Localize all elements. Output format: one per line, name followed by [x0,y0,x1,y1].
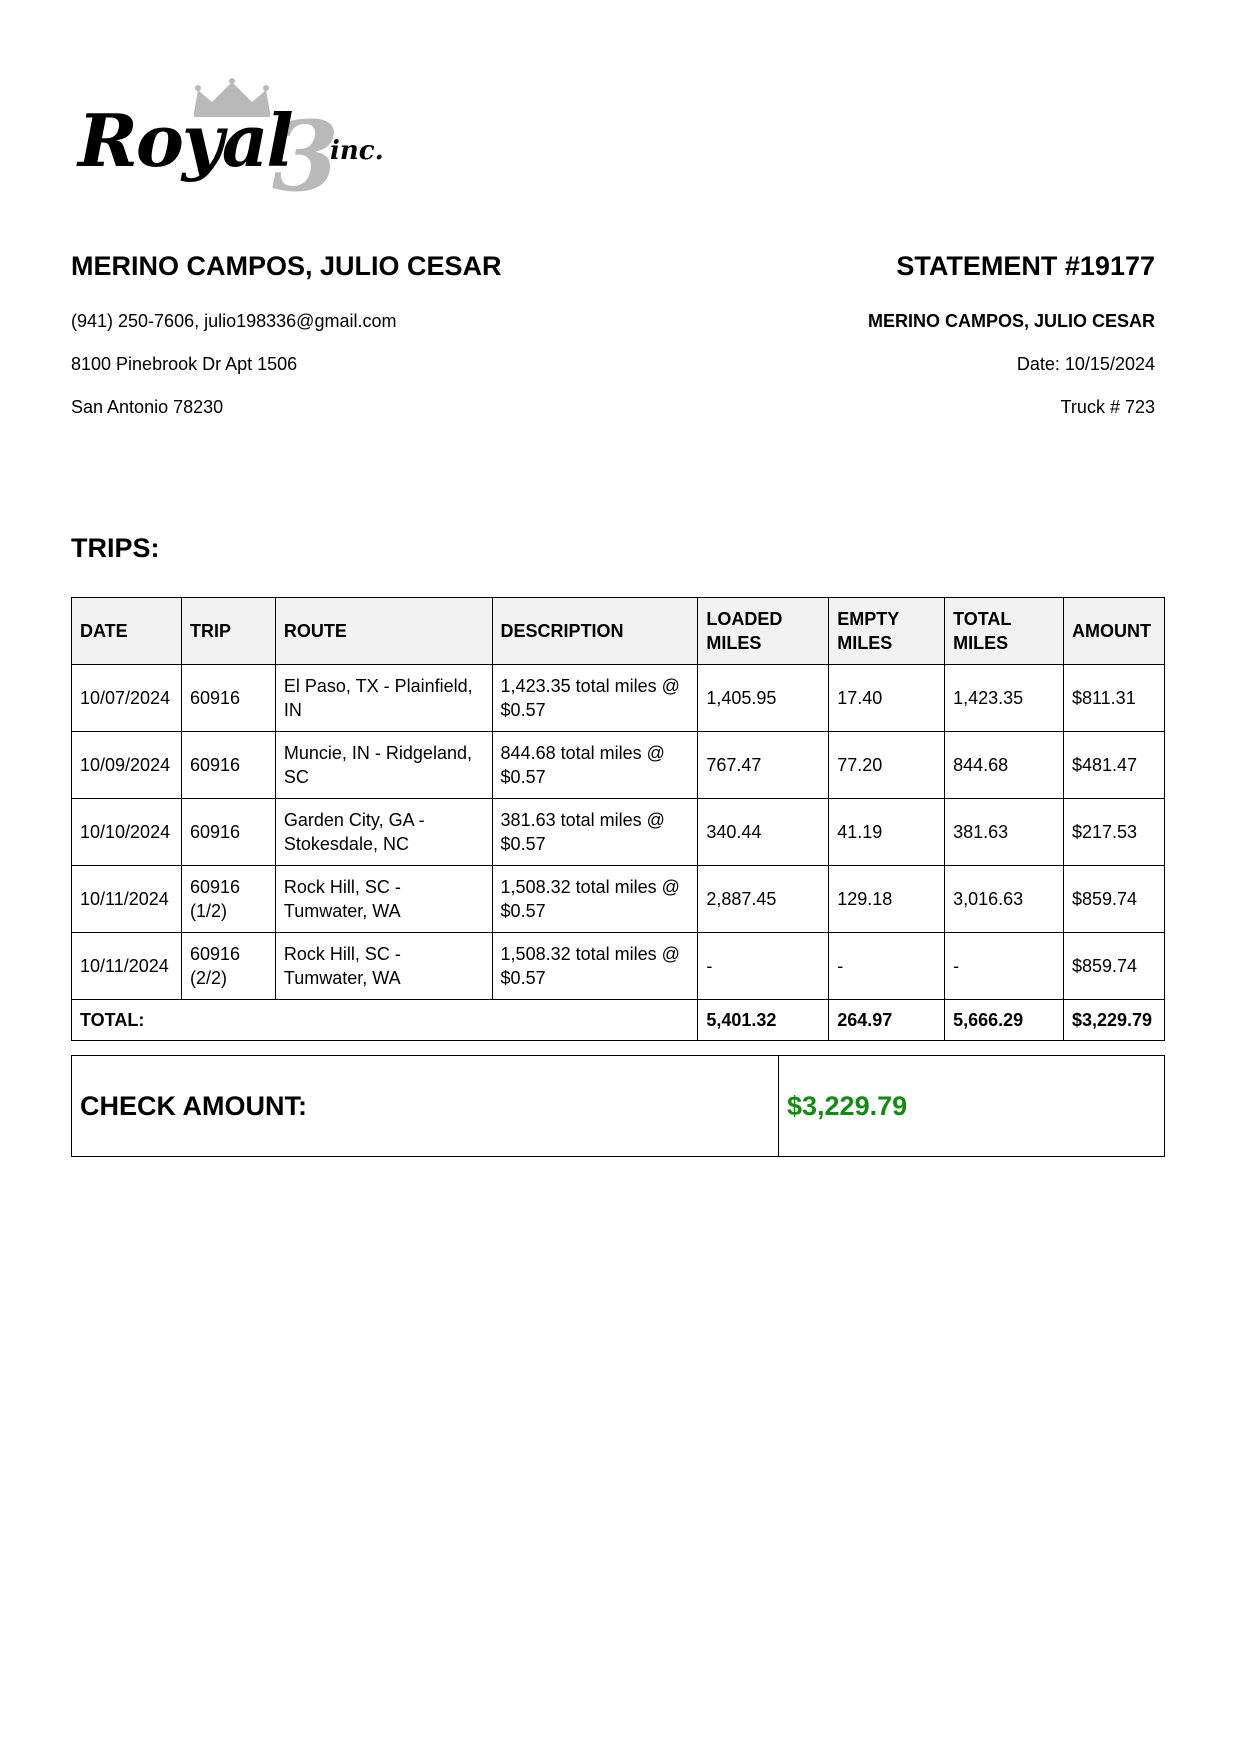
table-row [72,799,1165,866]
total-blank-cell [275,1000,492,1041]
cell-total-miles: 381.63 [945,799,1064,866]
cell-route: Rock Hill, SC - Tumwater, WA [275,933,492,1000]
cell-description: 1,508.32 total miles @ $0.57 [492,866,698,933]
cell-empty-miles: 41.19 [829,799,945,866]
cell-loaded-miles: 1,405.95 [698,665,829,732]
header-date: DATE [72,598,182,665]
cell-total-miles: 1,423.35 [945,665,1064,732]
cell-loaded-miles: - [698,933,829,1000]
cell-description: 381.63 total miles @ $0.57 [492,799,698,866]
table-total-row [72,1000,1165,1041]
logo-number: 3 [272,100,339,213]
total-blank-cell [181,1000,275,1041]
check-amount-box [71,1055,1165,1157]
cell-trip: 60916 (2/2) [181,933,275,1000]
cell-description: 1,508.32 total miles @ $0.57 [492,933,698,1000]
header-total-miles: TOTAL MILES [945,598,1064,665]
cell-empty-miles: 129.18 [829,866,945,933]
header-empty-miles: EMPTY MILES [829,598,945,665]
statement-name: MERINO CAMPOS, JULIO CESAR [867,311,1155,331]
header-trip: TRIP [181,598,275,665]
cell-description: 844.68 total miles @ $0.57 [492,732,698,799]
total-label: TOTAL: [72,1000,182,1041]
total-blank-cell [492,1000,698,1041]
employee-address-line1: 8100 Pinebrook Dr Apt 1506 [71,354,298,374]
cell-amount: $859.74 [1063,866,1164,933]
table-row [72,933,1165,1000]
cell-route: El Paso, TX - Plainfield, IN [275,665,492,732]
cell-empty-miles: 17.40 [829,665,945,732]
cell-trip: 60916 [181,732,275,799]
cell-description: 1,423.35 total miles @ $0.57 [492,665,698,732]
total-loaded-miles: 5,401.32 [698,1000,829,1041]
employee-name: MERINO CAMPOS, JULIO CESAR [71,251,502,281]
cell-date: 10/11/2024 [72,866,182,933]
table-row [72,866,1165,933]
header-route: ROUTE [275,598,492,665]
cell-loaded-miles: 340.44 [698,799,829,866]
total-amount: $3,229.79 [1063,1000,1164,1041]
table-header-row [72,598,1165,665]
cell-route: Muncie, IN - Ridgeland, SC [275,732,492,799]
check-amount-label: CHECK AMOUNT: [72,1056,779,1157]
employee-address-line2: San Antonio 78230 [71,397,224,417]
cell-loaded-miles: 2,887.45 [698,866,829,933]
cell-total-miles: - [945,933,1064,1000]
cell-date: 10/11/2024 [72,933,182,1000]
table-row [72,665,1165,732]
table-row [72,732,1165,799]
cell-total-miles: 3,016.63 [945,866,1064,933]
check-amount-value: $3,229.79 [779,1056,1165,1157]
cell-amount: $217.53 [1063,799,1164,866]
logo-suffix: inc. [330,136,384,166]
cell-amount: $811.31 [1063,665,1164,732]
cell-total-miles: 844.68 [945,732,1064,799]
statement-title: STATEMENT #19177 [896,251,1155,281]
header-description: DESCRIPTION [492,598,698,665]
cell-date: 10/07/2024 [72,665,182,732]
cell-empty-miles: 77.20 [829,732,945,799]
cell-trip: 60916 [181,799,275,866]
statement-truck: Truck # 723 [1060,397,1155,417]
statement-date: Date: 10/15/2024 [1016,354,1155,374]
cell-route: Rock Hill, SC - Tumwater, WA [275,866,492,933]
cell-empty-miles: - [829,933,945,1000]
total-empty-miles: 264.97 [829,1000,945,1041]
cell-date: 10/10/2024 [72,799,182,866]
cell-amount: $481.47 [1063,732,1164,799]
header-amount: AMOUNT [1063,598,1164,665]
cell-trip: 60916 [181,665,275,732]
logo-word: Royal [78,98,292,183]
header-loaded-miles: LOADED MILES [698,598,829,665]
company-logo [78,78,398,213]
employee-contact: (941) 250-7606, julio198336@gmail.com [71,311,397,331]
cell-amount: $859.74 [1063,933,1164,1000]
total-total-miles: 5,666.29 [945,1000,1064,1041]
trips-title: TRIPS: [71,533,160,563]
trips-table [71,597,1165,1041]
cell-route: Garden City, GA - Stokesdale, NC [275,799,492,866]
cell-date: 10/09/2024 [72,732,182,799]
cell-trip: 60916 (1/2) [181,866,275,933]
cell-loaded-miles: 767.47 [698,732,829,799]
